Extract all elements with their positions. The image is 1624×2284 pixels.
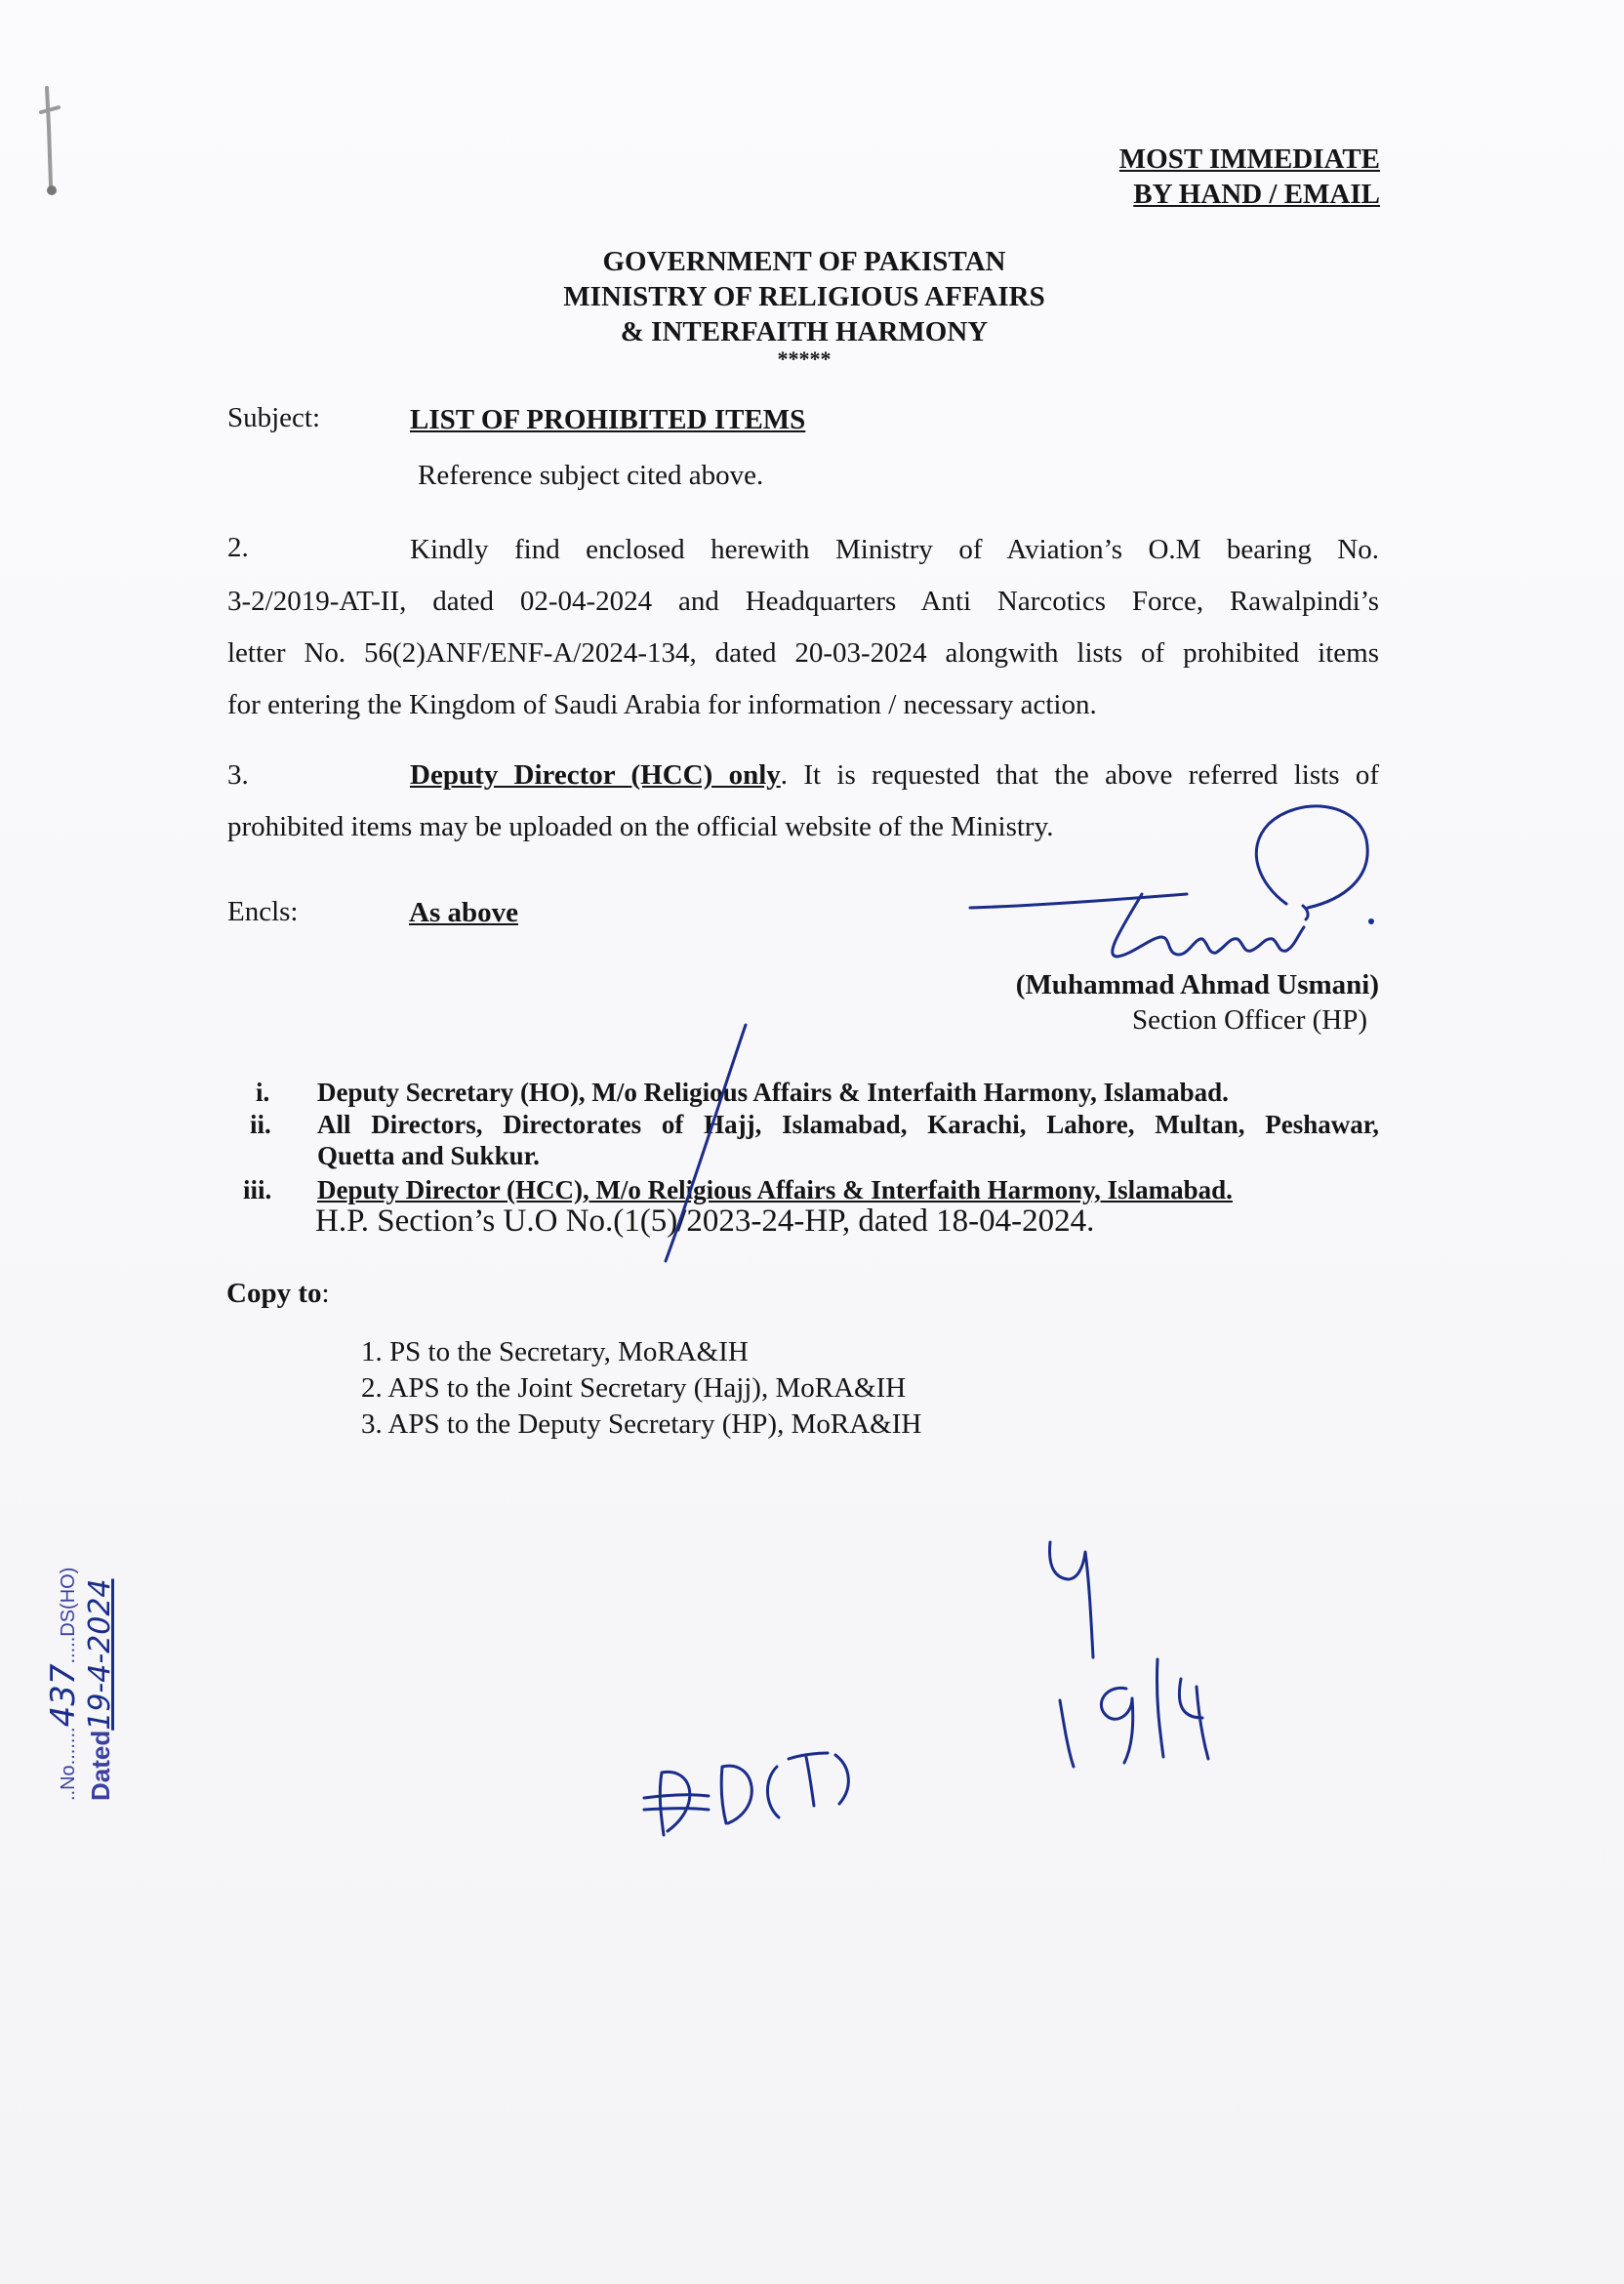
encls-value: As above xyxy=(409,897,518,928)
para2-body xyxy=(227,524,1379,731)
letterhead-government: GOVERNMENT OF PAKISTAN xyxy=(602,246,1006,277)
letterhead-ministry: MINISTRY OF RELIGIOUS AFFAIRS xyxy=(563,281,1045,312)
para2-line: for entering the Kingdom of Saudi Arabia for information / necessary action. xyxy=(227,689,1097,720)
stamp-dated-value: 19-4-2024 xyxy=(83,1578,117,1731)
stamp-dated-prefix: Dated xyxy=(86,1730,115,1801)
copy-to-list xyxy=(361,1334,921,1443)
letterhead xyxy=(0,244,1608,369)
copy-to-colon: : xyxy=(321,1278,330,1309)
handwritten-dd-note xyxy=(634,1737,869,1855)
copy-to-heading xyxy=(226,1278,330,1310)
stamp-date-line xyxy=(83,1508,117,1801)
copy-to-item: 2. APS to the Joint Secretary (Hajj), MoRA&IH xyxy=(361,1372,907,1404)
para2-line: 3-2/2019-AT-II, dated 02-04-2024 and Headquarters Anti Narcotics Force, Rawalpindi’s xyxy=(227,586,1379,617)
signatory-designation: Section Officer (HP) xyxy=(1131,1004,1367,1036)
stamp-no-suffix: .....DS(HO) xyxy=(58,1567,79,1664)
priority-block xyxy=(1119,142,1380,212)
receipt-stamp xyxy=(44,1508,151,1801)
stamp-no-prefix: ..No....... xyxy=(58,1727,79,1801)
copy-to-item: 3. APS to the Deputy Secretary (HP), MoRA&IH xyxy=(361,1408,922,1440)
para3-line1-rest: . It is requested that the above referred lists of xyxy=(780,759,1379,791)
priority-most-immediate: MOST IMMEDIATE xyxy=(1118,143,1380,175)
distribution-item-text: Quetta and Sukkur. xyxy=(317,1141,540,1170)
signatory-name: (Muhammad Ahmad Usmani) xyxy=(1015,969,1379,1000)
para2-number: 2. xyxy=(227,532,249,563)
pen-stroke-mark xyxy=(625,1015,761,1269)
para2-line: letter No. 56(2)ANF/ENF-A/2024-134, dated 20-03-2024 alongwith lists of prohibited items xyxy=(227,637,1379,669)
para3-addressee: Deputy Director (HCC) only xyxy=(410,759,781,791)
distribution-item-number: iii. xyxy=(243,1175,272,1204)
subject-title: LIST OF PROHIBITED ITEMS xyxy=(410,404,806,435)
copy-to-item: 1. PS to the Secretary, MoRA&IH xyxy=(361,1336,749,1367)
letterhead-stars: ***** xyxy=(777,347,832,371)
reference-line: Reference subject cited above. xyxy=(418,460,764,491)
distribution-item-text: All Directors, Directorates of Hajj, Islamabad, Karachi, Lahore, Multan, Peshawar, xyxy=(317,1110,1379,1139)
distribution-item-number: ii. xyxy=(250,1110,271,1139)
letterhead-interfaith: & INTERFAITH HARMONY xyxy=(620,316,989,347)
signature-image xyxy=(956,791,1396,986)
stamp-number-line xyxy=(44,1508,83,1801)
uo-reference: H.P. Section’s U.O No.(1(5)/2023-24-HP, dated 18-04-2024. xyxy=(315,1203,1095,1239)
handwritten-date-note xyxy=(1035,1532,1249,1786)
priority-by-hand: BY HAND / EMAIL xyxy=(1133,179,1380,210)
distribution-item-text: Deputy Secretary (HO), M/o Religious Affairs & Interfaith Harmony, Islamabad. xyxy=(317,1078,1229,1107)
para3-line2: prohibited items may be uploaded on the official website of the Ministry. xyxy=(227,811,1054,842)
encls-label: Encls: xyxy=(227,896,299,927)
stamp-no-value: 437 xyxy=(44,1663,83,1728)
copy-to-label: Copy to xyxy=(226,1278,322,1309)
distribution-item-number: i. xyxy=(256,1078,270,1107)
distribution-item-text: Deputy Director (HCC), M/o Religious Affairs & Interfaith Harmony, Islamabad. xyxy=(317,1175,1233,1204)
staple-mark-icon xyxy=(20,68,68,205)
para2-line: Kindly find enclosed herewith Ministry of Aviation’s O.M bearing No. xyxy=(410,534,1379,565)
para3-number: 3. xyxy=(227,759,249,791)
subject-label: Subject: xyxy=(227,402,321,433)
